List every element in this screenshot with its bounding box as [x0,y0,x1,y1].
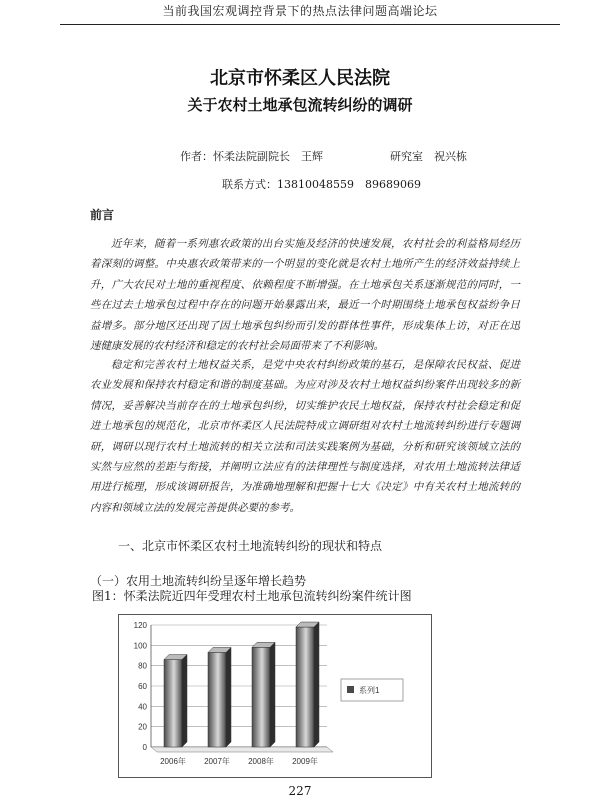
author-secondary: 研究室 祝兴栋 [390,150,467,163]
running-header: 当前我国宏观调控背景下的热点法律问题高端论坛 [162,4,438,18]
bar [208,652,226,747]
bar-side [182,655,187,747]
header-divider [60,24,560,25]
legend-label: 系列1 [359,686,380,695]
author-primary: 怀柔法院副院长 王辉 [213,150,323,163]
page-number: 227 [288,784,312,798]
document-subtitle: 关于农村土地承包流转纠纷的调研 [187,96,413,114]
legend-swatch [347,686,354,693]
subsection-heading: （一）农用土地流转纠纷呈逐年增长趋势 [90,574,307,588]
bar-side [226,647,231,747]
bar-chart-svg [119,615,431,777]
y-tick-label: 40 [138,702,147,712]
y-tick-label: 120 [133,621,147,630]
bar-side [314,622,319,747]
author-label: 作者： [180,150,213,163]
preface-heading: 前言 [90,208,115,222]
body-paragraph: 近年来，随着一系列惠农政策的出台实施及经济的快速发展，农村社会的利益格局经历着深刻的调整。中央惠农政策带来的一个明显的变化就是农村土地所产生的经济效益持续上升，广大农民对土地的重视程度、依赖程度不断增强。在土地承包关系逐渐规范的同时，一些在过去土地承包过程中存在的问题开始暴露出来，最近一个时期围绕土地承包权益纷争日益增多。部分地区还出现了因土地承包纠纷而引发的群体性事件，形成集体上访，对正在迅速健康发展的农村经济和稳定的农村社会局面带来了不利影响。 [90,238,520,353]
x-tick-label: 2007年 [204,757,230,766]
bar [252,647,270,747]
author-line [180,148,467,164]
y-tick-label: 20 [138,722,147,732]
bar [164,660,182,747]
document-title: 北京市怀柔区人民法院 [210,68,390,89]
body-paragraph: 稳定和完善农村土地权益关系，是党中央农村纠纷政策的基石，是保障农民权益、促进农业发展和保持农村稳定和谐的制度基础。为应对涉及农村土地权益纠纷案件出现较多的新情况，妥善解决当前存在的土地承包纠纷，切实维护农民土地权益，保持农村社会稳定和促进土地承包的规范化，北京市怀柔区人民法院特成立调研组对农村土地流转纠纷进行专题调研，调研以现行农村土地流转的相关立法和司法实践案例为基础，分析和研究该领域立法的实然与应然的差距与衔接，并阐明立法应有的法律理性与制度选择，对农用土地流转法律适用进行梳理，形成该调研报告，为准确地理解和把握十七大《决定》中有关农村土地流转的内容和领域立法的发展完善提供必要的参考。 [90,359,520,514]
y-tick-label: 80 [138,661,147,671]
y-tick-label: 0 [142,743,147,752]
contact-line: 联系方式：13810048559 89689069 [222,178,421,191]
section-heading: 一、北京市怀柔区农村土地流转纠纷的现状和特点 [118,539,383,553]
x-tick-label: 2009年 [292,757,318,766]
bar-side [270,642,275,747]
bar [296,627,314,747]
x-tick-label: 2008年 [248,757,274,766]
x-tick-label: 2006年 [160,757,186,766]
y-tick-label: 60 [138,682,147,691]
figure-caption: 图1：怀柔法院近四年受理农村土地承包流转纠纷案件统计图 [92,589,412,603]
chart-floor [151,747,333,752]
bar-chart [118,614,432,778]
y-tick-label: 100 [133,641,147,651]
